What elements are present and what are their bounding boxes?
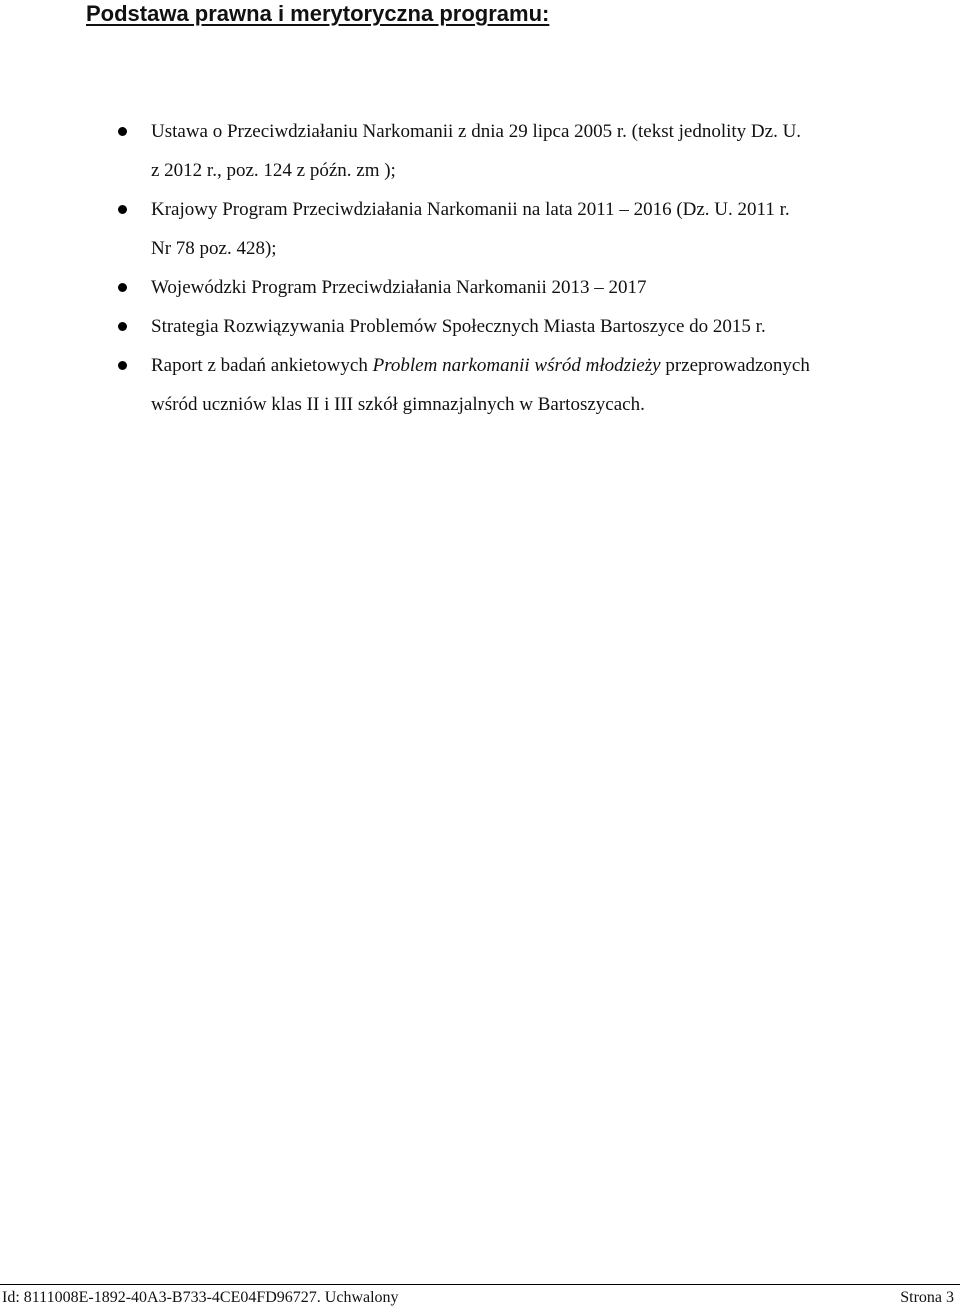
bullet-icon	[118, 283, 127, 292]
list-item	[0, 346, 960, 424]
list-item	[0, 268, 960, 307]
bullet-icon	[118, 205, 127, 214]
list-item-text: Wojewódzki Program Przeciwdziałania Narkomanii 2013 – 2017	[151, 277, 647, 298]
list-item-text: Ustawa o Przeciwdziałaniu Narkomanii z dnia 29 lipca 2005 r. (tekst jednolity Dz. U.	[151, 121, 802, 142]
list-item-text: z 2012 r., poz. 124 z późn. zm );	[151, 160, 396, 181]
bullet-icon	[118, 322, 127, 331]
bullet-icon	[118, 127, 127, 136]
list-item	[0, 190, 960, 268]
report-prefix-text: Raport z badań ankietowych	[151, 355, 373, 376]
list-item-text: Krajowy Program Przeciwdziałania Narkomanii na lata 2011 – 2016 (Dz. U. 2011 r.	[151, 199, 790, 220]
report-suffix-text: przeprowadzonych	[660, 355, 810, 376]
list-item-text: wśród uczniów klas II i III szkół gimnazjalnych w Bartoszycach.	[151, 394, 645, 415]
list-item	[0, 112, 960, 190]
list-item-text	[151, 346, 940, 385]
report-title-italic: Problem narkomanii wśród młodzieży	[372, 355, 661, 376]
bullet-icon	[118, 361, 127, 370]
list-item	[0, 307, 960, 346]
legal-basis-list	[0, 112, 960, 424]
document-id-text: Id: 8111008E-1892-40A3-B733-4CE04FD96727. Uchwalony	[2, 1289, 399, 1306]
section-heading: Podstawa prawna i merytoryczna programu:	[86, 1, 550, 26]
page-footer	[0, 1284, 960, 1308]
list-item-text: Strategia Rozwiązywania Problemów Społecznych Miasta Bartoszyce do 2015 r.	[151, 316, 766, 337]
page-number: Strona 3	[900, 1289, 954, 1306]
list-item-text: Nr 78 poz. 428);	[151, 238, 277, 259]
